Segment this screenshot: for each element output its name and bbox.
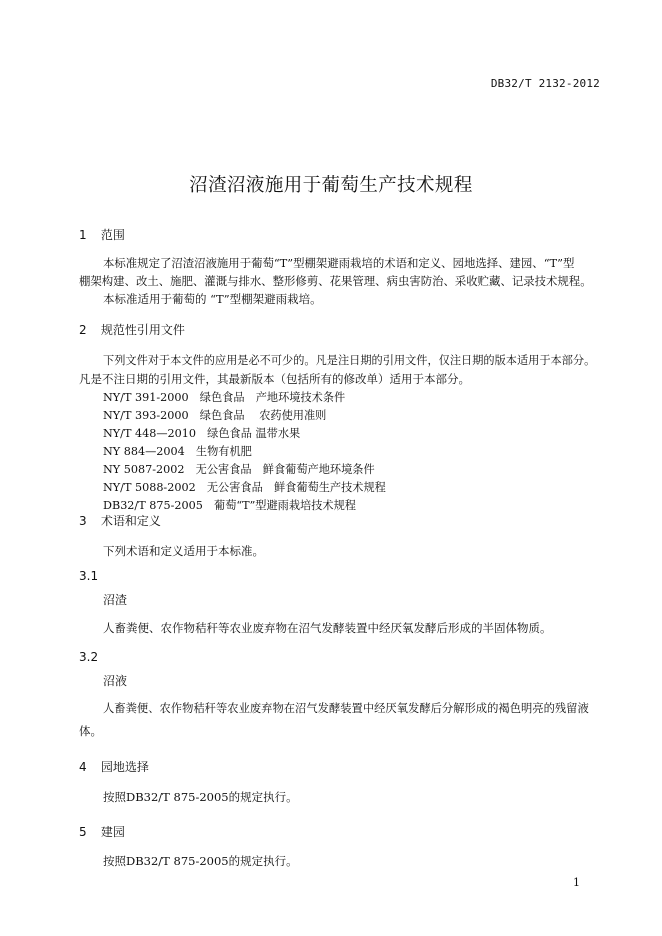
section-title: 范围	[100, 228, 125, 242]
paragraph: 棚架构建、改土、施肥、灌溉与排水、整形修剪、花果管理、病虫害防治、采收贮藏、记录技术规程。	[79, 274, 592, 288]
term-name: 沼渣	[103, 593, 128, 607]
section-4-heading	[79, 758, 149, 775]
standard-number: DB32/T 2132-2012	[490, 77, 600, 90]
section-title: 园地选择	[100, 760, 149, 774]
section-number: 2	[79, 323, 87, 337]
section-title: 规范性引用文件	[100, 323, 185, 337]
paragraph: 本标准适用于葡萄的 “T”型棚架避雨栽培。	[103, 292, 322, 306]
subsection-number: 3.2	[79, 650, 99, 664]
term-definition: 人畜粪便、农作物秸秆等农业废弃物在沼气发酵装置中经厌氧发酵后分解形成的褐色明亮的残留液	[103, 702, 589, 715]
paragraph: 本标准规定了沼渣沼液施用于葡萄“T”型棚架避雨栽培的术语和定义、园地选择、建园、“T”型	[103, 256, 575, 270]
page-number: 1	[573, 876, 580, 889]
section-3-heading	[79, 512, 161, 529]
section-5-heading	[79, 823, 125, 840]
paragraph: 下列文件对于本文件的应用是必不可少的。凡是注日期的引用文件，仅注日期的版本适用于本部分。	[103, 354, 596, 367]
term-definition: 人畜粪便、农作物秸秆等农业废弃物在沼气发酵装置中经厌氧发酵后形成的半固体物质。	[103, 621, 552, 635]
section-title: 建园	[100, 825, 125, 839]
paragraph: 按照DB32/T 875-2005的规定执行。	[103, 854, 298, 868]
reference-item: NY/T 391-2000 绿色食品 产地环境技术条件	[103, 391, 346, 404]
section-1-heading	[79, 226, 125, 243]
term-name: 沼液	[103, 674, 128, 688]
reference-item: DB32/T 875-2005 葡萄“T”型避雨栽培技术规程	[103, 499, 356, 512]
reference-item: NY 884—2004 生物有机肥	[103, 445, 252, 458]
paragraph: 凡是不注日期的引用文件，其最新版本（包括所有的修改单）适用于本部分。	[79, 372, 470, 386]
section-number: 4	[79, 760, 87, 774]
reference-item: NY/T 5088-2002 无公害食品 鲜食葡萄生产技术规程	[103, 481, 386, 494]
document-title: 沼渣沼液施用于葡萄生产技术规程	[189, 175, 473, 196]
section-number: 3	[79, 514, 87, 528]
reference-item: NY 5087-2002 无公害食品 鲜食葡萄产地环境条件	[103, 463, 375, 476]
section-title: 术语和定义	[100, 514, 161, 528]
section-number: 5	[79, 825, 87, 839]
paragraph: 按照DB32/T 875-2005的规定执行。	[103, 790, 298, 804]
subsection-number: 3.1	[79, 569, 99, 583]
reference-item: NY/T 393-2000 绿色食品 农药使用准则	[103, 409, 327, 422]
term-definition-continued: 体。	[79, 724, 102, 738]
reference-item: NY/T 448—2010 绿色食品 温带水果	[103, 427, 301, 440]
paragraph: 下列术语和定义适用于本标准。	[103, 544, 264, 558]
section-number: 1	[79, 228, 87, 242]
section-2-heading	[79, 321, 185, 338]
